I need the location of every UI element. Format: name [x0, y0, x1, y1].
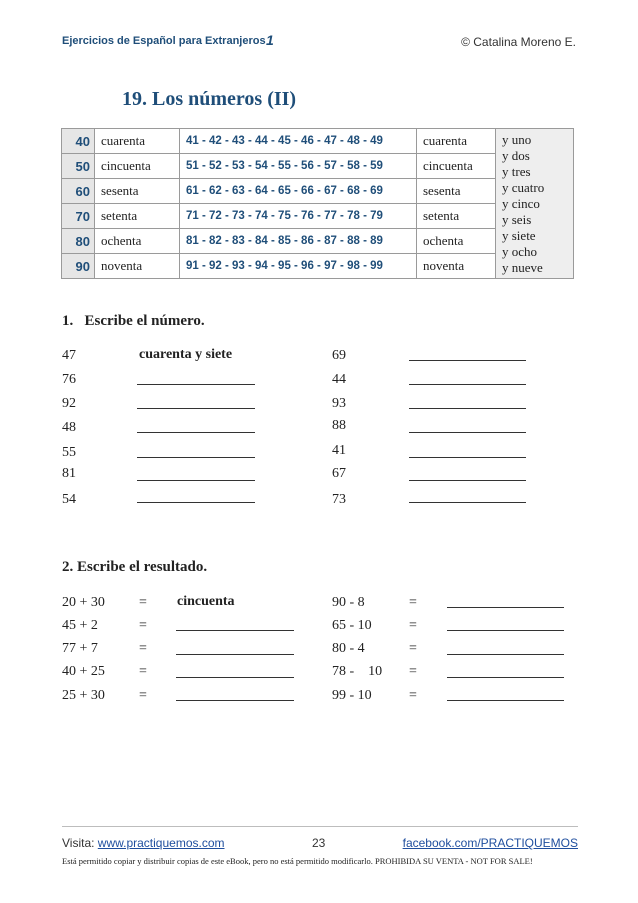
ex1-answer-blank[interactable] — [409, 384, 526, 385]
legal-notice: Está permitido copiar y distribuir copias de este eBook, pero no está permitido modificarlo. PROHIBIDA SU VENTA - NOT FOR SALE! — [62, 856, 533, 866]
footer-visit — [62, 836, 225, 850]
ex2-equals: = — [409, 664, 417, 679]
ex2-answer-blank[interactable] — [176, 654, 294, 655]
ex2-expression: 99 - 10 — [332, 688, 372, 703]
ex2-equals: = — [409, 618, 417, 633]
page-number: 23 — [312, 836, 326, 850]
tens-number: 50 — [62, 154, 95, 179]
ex1-number: 88 — [332, 418, 346, 433]
tens-word-repeat: cuarenta — [417, 129, 496, 154]
ex1-number: 44 — [332, 372, 346, 387]
tens-word: noventa — [95, 254, 180, 279]
ex1-answer-blank[interactable] — [137, 384, 255, 385]
tens-word-repeat: ochenta — [417, 229, 496, 254]
ex2-expression: 80 - 4 — [332, 641, 365, 656]
number-range: 61 - 62 - 63 - 64 - 65 - 66 - 67 - 68 - 69 — [180, 179, 417, 204]
unit-word: y cinco — [502, 196, 540, 211]
page-title: 19. Los números (II) — [122, 88, 297, 110]
ex2-equals: = — [139, 664, 147, 679]
website-link[interactable]: www.practiquemos.com — [97, 836, 225, 850]
ex2-answer-blank[interactable] — [447, 654, 564, 655]
ex2-answer-example: cincuenta — [177, 594, 235, 609]
ex2-answer-blank[interactable] — [447, 700, 564, 701]
ex2-equals: = — [139, 641, 147, 656]
unit-word: y tres — [502, 164, 531, 179]
tens-number: 80 — [62, 229, 95, 254]
ex2-answer-blank[interactable] — [176, 700, 294, 701]
tens-word-repeat: setenta — [417, 204, 496, 229]
ex2-expression: 77 + 7 — [62, 641, 98, 656]
table-row — [62, 129, 574, 154]
ex1-number: 81 — [62, 466, 76, 481]
ex2-expression: 90 - 8 — [332, 595, 365, 610]
unit-word: y cuatro — [502, 180, 545, 195]
ex1-answer-blank[interactable] — [409, 360, 526, 361]
ex2-expression: 45 + 2 — [62, 618, 98, 633]
ex2-equals: = — [139, 688, 147, 703]
ex1-answer-blank[interactable] — [409, 432, 526, 433]
unit-word: y siete — [502, 228, 536, 243]
tens-word-repeat: cincuenta — [417, 154, 496, 179]
tens-word: setenta — [95, 204, 180, 229]
ex1-number: 93 — [332, 396, 346, 411]
header-volume-number: 1 — [266, 32, 274, 48]
tens-number: 40 — [62, 129, 95, 154]
ex2-equals: = — [409, 595, 417, 610]
footer-visit-label: Visita: — [62, 836, 98, 850]
unit-word: y seis — [502, 212, 532, 227]
tens-word: ochenta — [95, 229, 180, 254]
ex2-answer-blank[interactable] — [447, 607, 564, 608]
number-range: 51 - 52 - 53 - 54 - 55 - 56 - 57 - 58 - 59 — [180, 154, 417, 179]
ex1-number: 47 — [62, 348, 76, 363]
tens-word: cuarenta — [95, 129, 180, 154]
ex1-number: 41 — [332, 443, 346, 458]
ex1-number: 67 — [332, 466, 346, 481]
ex1-number: 92 — [62, 396, 76, 411]
ex1-answer-blank[interactable] — [137, 432, 255, 433]
ex1-answer-example: cuarenta y siete — [139, 347, 233, 362]
unit-word: y ocho — [502, 244, 538, 259]
ex1-answer-blank[interactable] — [409, 457, 526, 458]
tens-number: 60 — [62, 179, 95, 204]
unit-word: y uno — [502, 132, 532, 147]
ex2-equals: = — [409, 688, 417, 703]
ex1-number: 48 — [62, 420, 76, 435]
ex2-answer-blank[interactable] — [176, 677, 294, 678]
ex1-answer-blank[interactable] — [137, 457, 255, 458]
header-copyright: © Catalina Moreno E. — [461, 35, 576, 49]
number-range: 41 - 42 - 43 - 44 - 45 - 46 - 47 - 48 - 49 — [180, 129, 417, 154]
ex2-equals: = — [139, 595, 147, 610]
ex2-expression: 65 - 10 — [332, 618, 372, 633]
ex2-equals: = — [139, 618, 147, 633]
unit-word: y dos — [502, 148, 530, 163]
ex2-expression: 40 + 25 — [62, 664, 105, 679]
header-title: Ejercicios de Español para Extranjeros — [62, 35, 266, 47]
ex2-equals: = — [409, 641, 417, 656]
ex2-expression: 25 + 30 — [62, 688, 105, 703]
tens-number: 70 — [62, 204, 95, 229]
number-range: 71 - 72 - 73 - 74 - 75 - 76 - 77 - 78 - 79 — [180, 204, 417, 229]
ex1-number: 55 — [62, 445, 76, 460]
exercise-1-title: 1. Escribe el número. — [62, 313, 205, 329]
ex1-answer-blank[interactable] — [137, 502, 255, 503]
ex1-answer-blank[interactable] — [137, 480, 255, 481]
unit-word: y nueve — [502, 260, 543, 275]
tens-word: sesenta — [95, 179, 180, 204]
ex1-number: 69 — [332, 348, 346, 363]
ex2-answer-blank[interactable] — [176, 630, 294, 631]
ex1-answer-blank[interactable] — [409, 480, 526, 481]
tens-number: 90 — [62, 254, 95, 279]
units-column — [496, 129, 574, 279]
ex2-answer-blank[interactable] — [447, 677, 564, 678]
tens-word-repeat: sesenta — [417, 179, 496, 204]
exercise-2-title: 2. Escribe el resultado. — [62, 559, 208, 575]
ex2-expression: 78 - 10 — [332, 664, 383, 679]
tens-word-repeat: noventa — [417, 254, 496, 279]
ex1-answer-blank[interactable] — [409, 502, 526, 503]
ex1-answer-blank[interactable] — [409, 408, 526, 409]
footer-divider — [62, 826, 578, 827]
ex2-expression: 20 + 30 — [62, 595, 105, 610]
tens-word: cincuenta — [95, 154, 180, 179]
ex1-number: 76 — [62, 372, 76, 387]
numbers-table — [61, 128, 574, 279]
ex2-answer-blank[interactable] — [447, 630, 564, 631]
ex1-answer-blank[interactable] — [137, 408, 255, 409]
ex1-number: 73 — [332, 492, 346, 507]
facebook-link[interactable]: facebook.com/PRACTIQUEMOS — [402, 836, 578, 850]
number-range: 81 - 82 - 83 - 84 - 85 - 86 - 87 - 88 - 89 — [180, 229, 417, 254]
number-range: 91 - 92 - 93 - 94 - 95 - 96 - 97 - 98 - 99 — [180, 254, 417, 279]
ex1-number: 54 — [62, 492, 76, 507]
